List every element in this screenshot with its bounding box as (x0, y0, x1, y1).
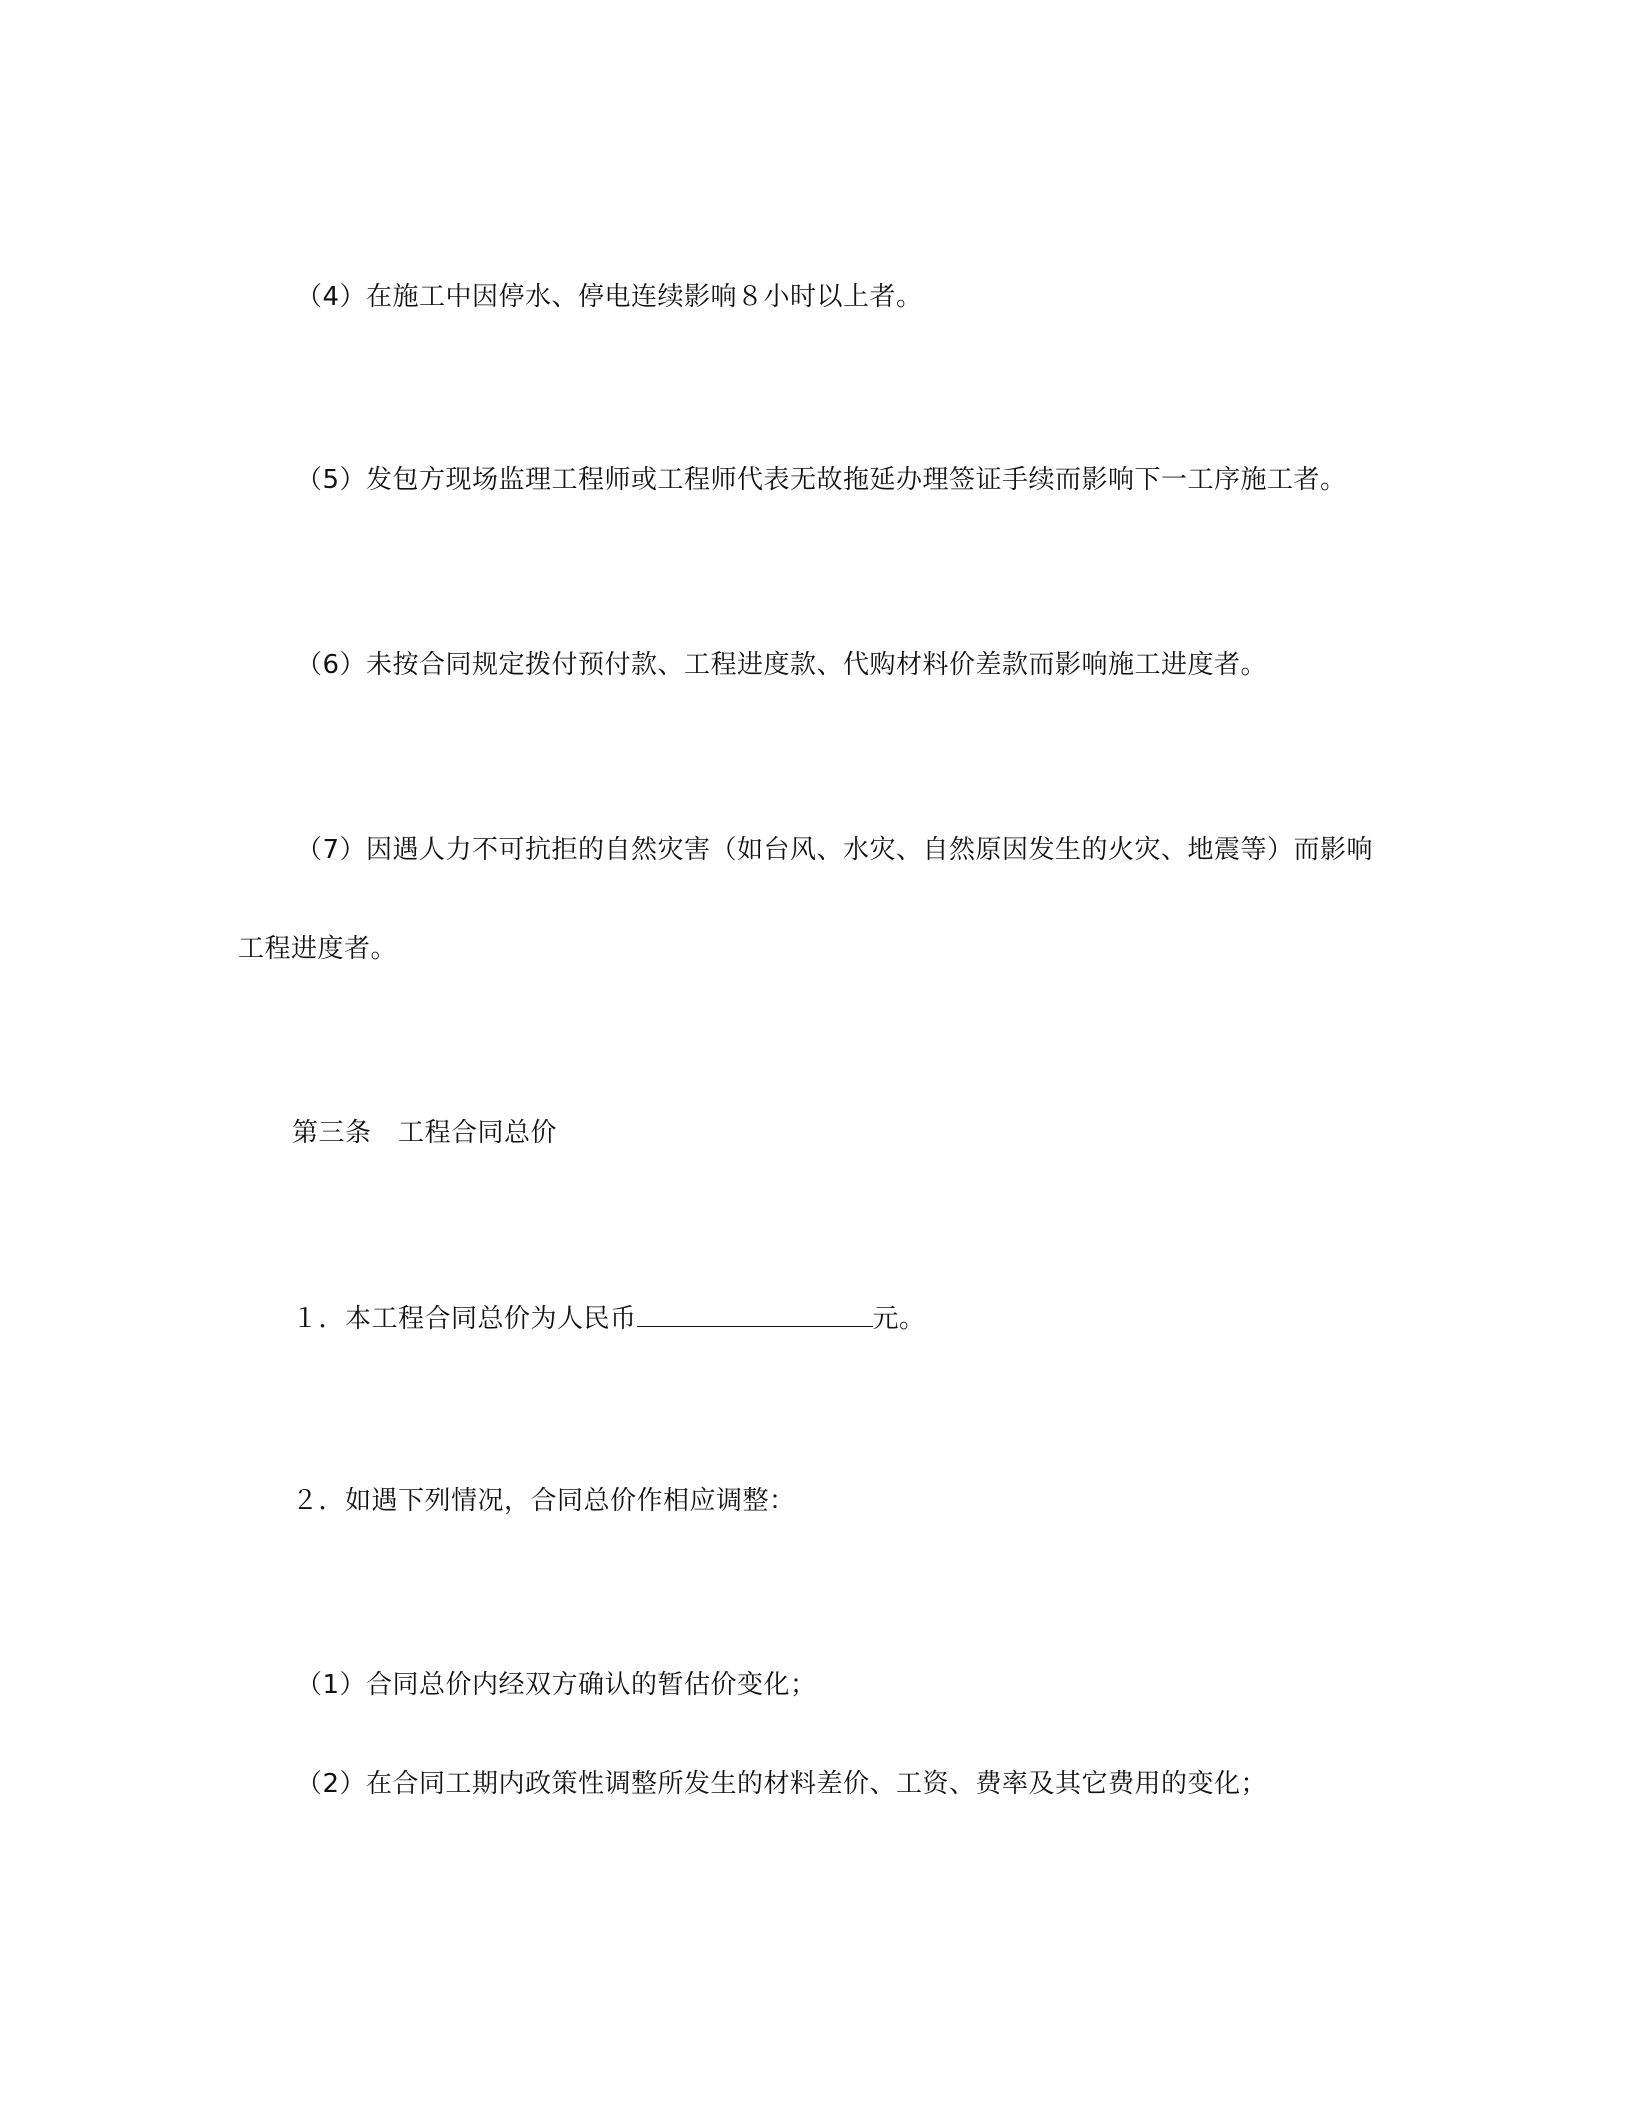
sub-item-2-text: （2）在合同工期内政策性调整所发生的材料差价、工资、费率及其它费用的变化； (296, 1769, 1268, 1799)
item-7-text-line1: （7）因遇人力不可抗拒的自然灾害（如台风、水灾、自然原因发生的火灾、地震等）而影响 (296, 835, 1374, 865)
sub-item-1-text: （1）合同总价内经双方确认的暂估价变化； (296, 1670, 817, 1700)
item-6-text: （6）未按合同规定拨付预付款、工程进度款、代购材料价差款而影响施工进度者。 (296, 650, 1268, 680)
clause-1 (292, 1300, 926, 1336)
clause-1-prefix: １．本工程合同总价为人民币 (292, 1304, 637, 1334)
article-3-heading: 第三条 工程合同总价 (292, 1118, 558, 1148)
item-5-text: （5）发包方现场监理工程师或工程师代表无故拖延办理签证手续而影响下一工序施工者。 (296, 465, 1347, 495)
item-7-text-line2: 工程进度者。 (238, 934, 398, 964)
amount-blank-line (637, 1300, 873, 1327)
clause-1-suffix: 元。 (872, 1304, 926, 1334)
item-4-text: （4）在施工中因停水、停电连续影响８小时以上者。 (296, 282, 923, 312)
clause-2-text: ２．如遇下列情况，合同总价作相应调整： (292, 1486, 796, 1516)
